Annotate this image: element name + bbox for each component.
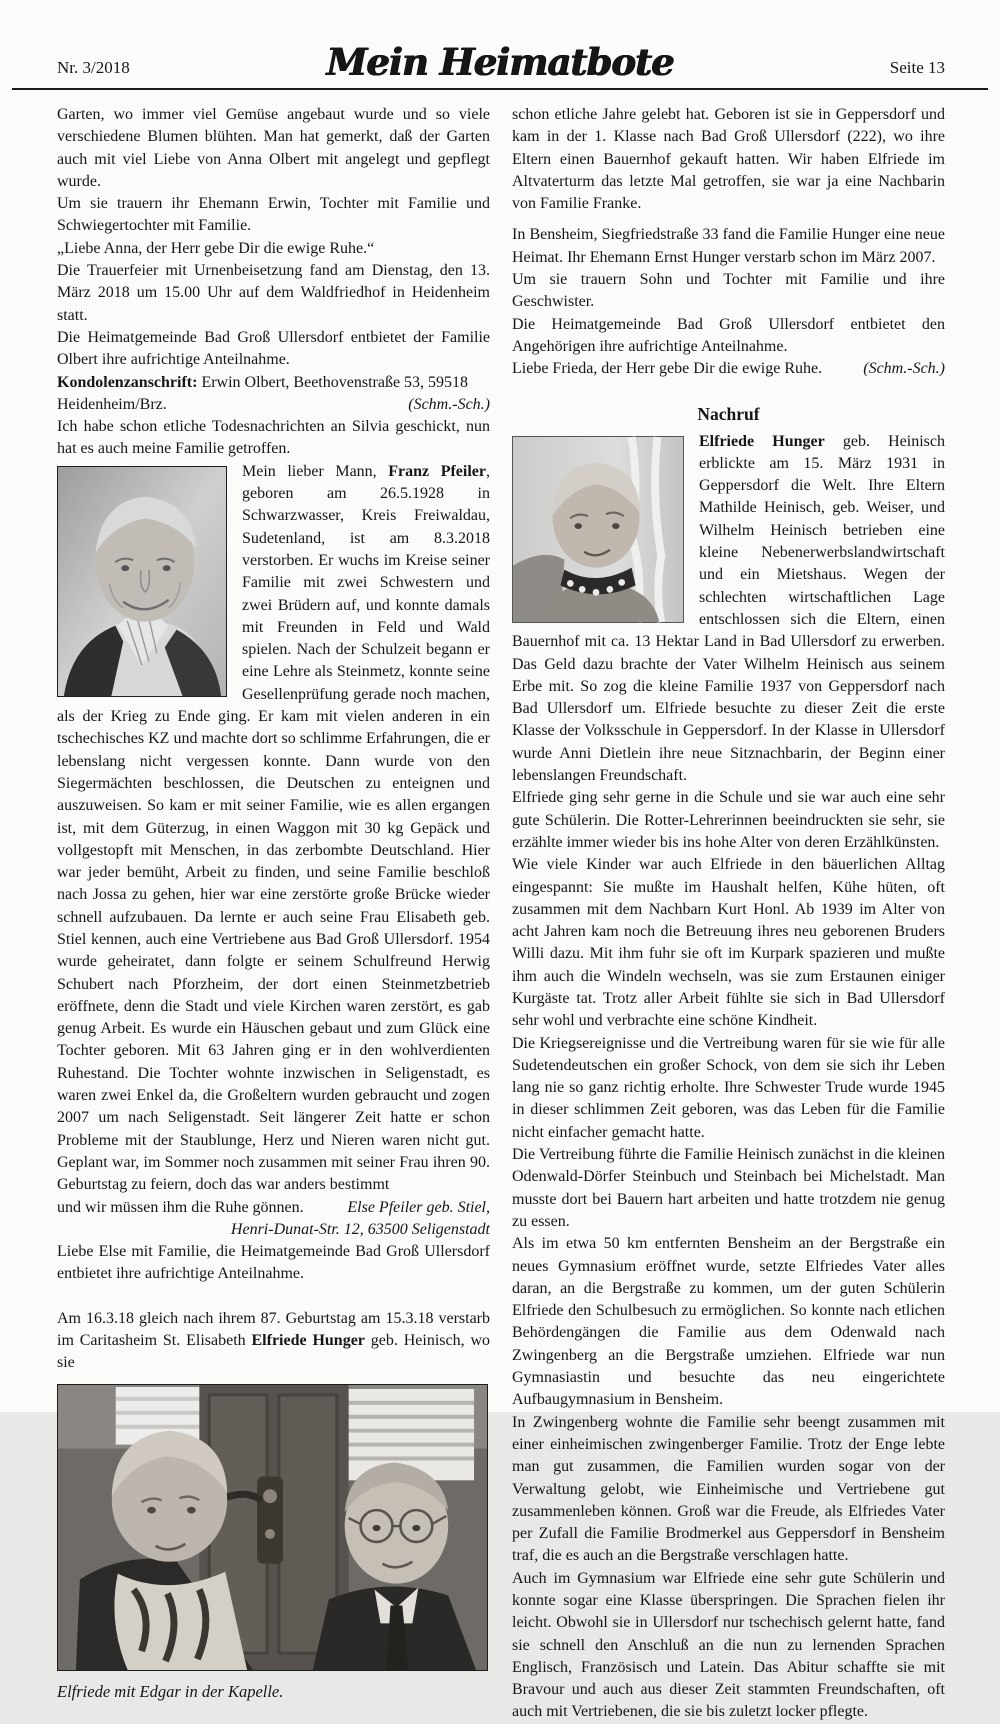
paragraph-heimatgemeinde: Die Heimatgemeinde Bad Groß Ullersdorf entbietet den Angehörigen ihre aufrichtige Anteilnahme. <box>512 315 945 355</box>
paragraph-vertreibung: Die Vertreibung führte die Familie Heinisch zunächst in die kleinen Odenwald-Dörfer Steinbuch und Steinbach bei Michelstadt. Man musste dort bei Bauern hart arbeiten und hatte trotzdem nie genug zu essen. <box>512 1146 945 1230</box>
nachruf-heading: Nachruf <box>697 403 760 424</box>
paragraph-continuation: schon etliche Jahre gelebt hat. Geboren ist sie in Geppersdorf und kam in der 1. Klasse nach Bad Groß Ullersdorf (222), wo ihre Eltern einen Bauernhof gekauft hatten. Wir haben Elfriede im Altvaterturm das letzte Mal getroffen, sie war ja eine Nachbarin von Familie Franke. <box>512 106 945 213</box>
paragraph-alltag: Wie viele Kinder war auch Elfriede in den bäuerlichen Alltag eingespannt: Sie mußte im Haushalt helfen, Kühe hüten, oft zusammen mit dem Nachbarn Kurt Honl. Ab 1939 im Alter von acht Jahren kam noch die Betreuung ihres neu geborenen Bruders Willi dazu. Mit ihm fuhr sie oft im Kurpark spazieren und mußte ihm auch die Windeln wechseln, was sie zum Erstaunen einiger Kurgäste tat. Trotz aller Arbeit fühlte sie sich in Bad Ullersdorf sehr wohl und verbrachte eine schöne Kindheit. <box>512 856 945 1030</box>
kondolenz-signature-row <box>57 394 490 416</box>
paragraph-zwingenberg: In Zwingenberg wohnte die Familie sehr beengt zusammen mit einer einheimischen zwingenberger Familie. Trotz der Enge lebte man gut zusammen, die Familien wurden sogar von der Verwaltung gelobt, wie Einheimische und Vertriebene gut zusammenleben können. Groß war die Freude, als Elfriedes Vater per Zufall die Familie Brodmerkel aus Geppersdorf in Bensheim traf, die es auch an die Bergstraße verschlagen hatte. <box>512 1413 945 1565</box>
nachruf-name: Elfriede Hunger <box>699 432 825 450</box>
two-column-layout <box>0 90 1000 1724</box>
left-column <box>57 104 490 1724</box>
right-column <box>512 104 945 1724</box>
nachruf-text: geb. Heinisch erblickte am 15. März 1931 in Geppersdorf die Welt. Ihre Eltern Mathilde Heinisch, geb. Weiser, und Wilhelm Heinisch betrieben eine kleine Nebenerwerbslandwirtschaft und ein Mietshaus. Wegen der schlechten wirtschaftlichen Lage entschlossen sich die Eltern, einen Bauernhof mit ca. 13 Hektar Land in Bad Ullersdorf zu erwerben. Das Geld dazu brachte der Vater Wilhelm Heinisch aus seinem Erbe mit. So zog die kleine Familie 1937 von Geppersdorf nach Bad Ullersdorf um. Elfriede besuchte zu dieser Zeit die erste Klasse der Volksschule in Geppersdorf. In der Klasse in Ullersdorf wurde Anni Dietlein ihre neue Sitznachbarin, der Beginn einer lebenslangen Freundschaft. <box>512 432 945 785</box>
page-header <box>0 0 1000 88</box>
paragraph-garten: Garten, wo immer viel Gemüse angebaut wurde und so viele verschiedene Blumen blühten. Man hat gemerkt, daß der Garten auch mit viel Liebe von Anna Olbert mit angelegt und gepflegt wurde. <box>57 106 490 190</box>
elfriede-name: Elfriede Hunger <box>251 1332 365 1350</box>
paragraph-schule: Elfriede ging sehr gerne in die Schule und sie war auch eine sehr gute Schülerin. Die Rotter-Lehrerinnen beeindruckten sie sehr, sie erzählte immer wieder bis ins hohe Alter von deren Erzählkünsten. <box>512 789 945 851</box>
franz-last-line: und wir müssen ihm die Ruhe gönnen. <box>57 1198 304 1216</box>
elfriede-hunger-obituary <box>512 431 945 788</box>
page-number: Seite 13 <box>889 58 945 77</box>
paragraph-zitat: „Liebe Anna, der Herr gebe Dir die ewige Ruhe.“ <box>57 239 375 257</box>
franz-portrait-graphic <box>58 467 226 696</box>
else-pfeiler-address: Henri-Dunat-Str. 12, 63500 Seligenstadt <box>230 1220 490 1238</box>
elfriede-intro-post: geb. Heinisch, wo sie <box>57 1332 490 1372</box>
spacer <box>57 1286 490 1308</box>
franz-pfeiler-obituary <box>57 461 490 1197</box>
franz-text-main: , geboren am 26.5.1928 in Schwarzwasser, Kreis Freiwaldau, Sudetenland, ist am 8.3.2018 verstorben. Er wuchs im Kreise seiner Familie mit zwei Schwestern und zwei Brüdern auf, und konnte damals mit Freunden in Feld und Wald spielen. Nach der Schulzeit begann er eine Lehre als Steinmetz, konnte seine Gesellenprüfung gerade noch machen, als der Krieg zu Ende ging. Er kam mit vielen anderen in ein tschechisches KZ und machte dort so schlimme Erfahrungen, die er lebenslang nicht vergessen konnte. Dann wurde von den Siegermächten beschlossen, die Deutschen zu enteignen und auszuweisen. So kam er mit seiner Familie, wie es allen ergangen ist, mit dem Güterzug, in einen Waggon mit 30 kg Gepäck und vollgestopft mit Menschen, in das zerbombte Deutschland. Hier war jeder bemüht, Arbeit zu finden, und seine Familie beschloß nach Jossa zu gehen, hier war eine zerstörte große Brücke wieder schnell aufzubauen. Da lernte er auch seine Frau Elisabeth geb. Stiel kennen, auch eine Vertriebene aus Bad Groß Ullersdorf. 1954 wurde geheiratet, dann folgte er seinem Schulfreund Herwig Schubert nach Pforzheim, der dort einen Steinmetzbetrieb eröffnete, denn die Stadt und viele Kirchen waren zerstört, es gab genug Arbeit. Es wurde ein Häuschen gebaut und zum Glück eine Tochter geboren. Mit 63 Jahren ging er in den wohlverdienten Ruhestand. Die Tochter wohnte inzwischen in Seligenstadt, es waren zwei Enkel da, die Großeltern wurden gebraucht und zogen 2007 um nach Seligenstadt. Seit längerer Zeit hatte er schon Probleme mit der Staublunge, Herz und Nieren waren nicht gut. Geplant war, im Sommer noch zusammen mit seiner Frau ihren 90. Geburtstag zu feiern, doch das war anders bestimmt <box>57 462 490 1194</box>
paragraph-else-anteilnahme: Liebe Else mit Familie, die Heimatgemeinde Bad Groß Ullersdorf entbietet ihre aufrichtige Anteilnahme. <box>57 1243 490 1283</box>
author-initials: (Schm.-Sch.) <box>863 360 945 378</box>
paragraph-trauernde: Um sie trauern Sohn und Tochter mit Familie und ihre Geschwister. <box>512 271 945 311</box>
paragraph-trauernde: Um sie trauern ihr Ehemann Erwin, Tochter mit Familie und Schwiegertochter mit Familie. <box>57 195 490 235</box>
paragraph-bensheim: In Bensheim, Siegfriedstraße 33 fand die Familie Hunger eine neue Heimat. Ihr Ehemann Ernst Hunger verstarb schon im März 2007. <box>512 226 945 266</box>
photo-caption: Elfriede mit Edgar in der Kapelle. <box>57 1681 284 1701</box>
spacer <box>512 381 945 403</box>
kondolenz-label: Kondolenzanschrift: <box>57 373 198 391</box>
elfriede-portrait-graphic <box>513 437 683 622</box>
elfriede-edgar-photo <box>57 1384 488 1671</box>
franz-signature-row <box>57 1197 490 1219</box>
chapel-photo-graphic <box>58 1385 487 1670</box>
author-initials: (Schm.-Sch.) <box>408 395 490 413</box>
kondolenz-text: Erwin Olbert, Beethovenstraße 53, 59518 <box>197 373 469 391</box>
frieda-farewell: Liebe Frieda, der Herr gebe Dir die ewige Ruhe. <box>512 360 823 378</box>
franz-pfeiler-photo <box>57 466 227 697</box>
elfriede-hunger-photo <box>512 436 684 623</box>
elfriede-intro-pre: Am 16.3.18 gleich nach ihrem 87. Geburtstag am 15.3.18 verstarb im Caritasheim St. Elisabeth <box>57 1309 490 1350</box>
paragraph-silvia: Ich habe schon etliche Todesnachrichten an Silvia geschickt, nun hat es auch meine Familie getroffen. <box>57 418 490 458</box>
paragraph-elfriede-intro <box>57 1308 490 1375</box>
paragraph-trauerfeier: Die Trauerfeier mit Urnenbeisetzung fand am Dienstag, den 13. März 2018 um 15.00 Uhr auf dem Waldfriedhof in Heidenheim statt. <box>57 262 490 324</box>
franz-name: Franz Pfeiler <box>388 462 486 480</box>
paragraph-krieg: Die Kriegsereignisse und die Vertreibung waren für sie wie für alle Sudetendeutschen ein großer Schock, von dem sie sich ihr Leben lang nie so ganz richtig erholte. Ihre Schwester Trude wurde 1945 in dieser schlimmen Zeit geboren, was das Leben für die Familie nicht einfacher gemacht hatte. <box>512 1034 945 1141</box>
frieda-signature-row <box>512 358 945 380</box>
kondolenz-city: Heidenheim/Brz. <box>57 395 167 413</box>
franz-text-pre: Mein lieber Mann, <box>242 462 389 480</box>
spacer <box>512 215 945 224</box>
masthead-title: Mein Heimatbote <box>326 40 674 84</box>
paragraph-abitur: Auch im Gymnasium war Elfriede eine sehr gute Schülerin und konnte sogar eine Klasse überspringen. Die Sprachen fielen ihr leicht. Obwohl sie in Ullersdorf nur tschechisch gelernt hatte, fand sie schnell den Anschluß an die nun zu lernenden Sprachen Englisch, Französisch und Latein. Das Abitur schaffte sie mit Bravour und auch aus dieser Zeit stammten Freundschaften, oft auch mit Vertriebenen, die sie bis zuletzt locker pflegte. <box>512 1569 945 1721</box>
paragraph-gymnasium: Als im etwa 50 km entfernten Bensheim an der Bergstraße ein neues Gymnasium eröffnet wurde, setzte Elfriedes Vater alles daran, an die Bergstraße zu kommen, um der guten Schülerin Elfriede den Schulbesuch zu ermöglichen. So konnte nach etlichen Behördengängen die Familie aus dem Odenwald nach Zwingenberg an die Bergstraße umziehen. Elfriede war nun Gymnasiastin und besuchte das neu eingerichtete Aufbaugymnasium in Bensheim. <box>512 1235 945 1409</box>
paragraph-heimatgemeinde: Die Heimatgemeinde Bad Groß Ullersdorf entbietet der Familie Olbert ihre aufrichtige Anteilnahme. <box>57 328 490 369</box>
issue-number: Nr. 3/2018 <box>57 58 130 77</box>
paragraph-kondolenzanschrift <box>57 372 490 394</box>
else-pfeiler-signature: Else Pfeiler geb. Stiel, <box>347 1198 490 1216</box>
